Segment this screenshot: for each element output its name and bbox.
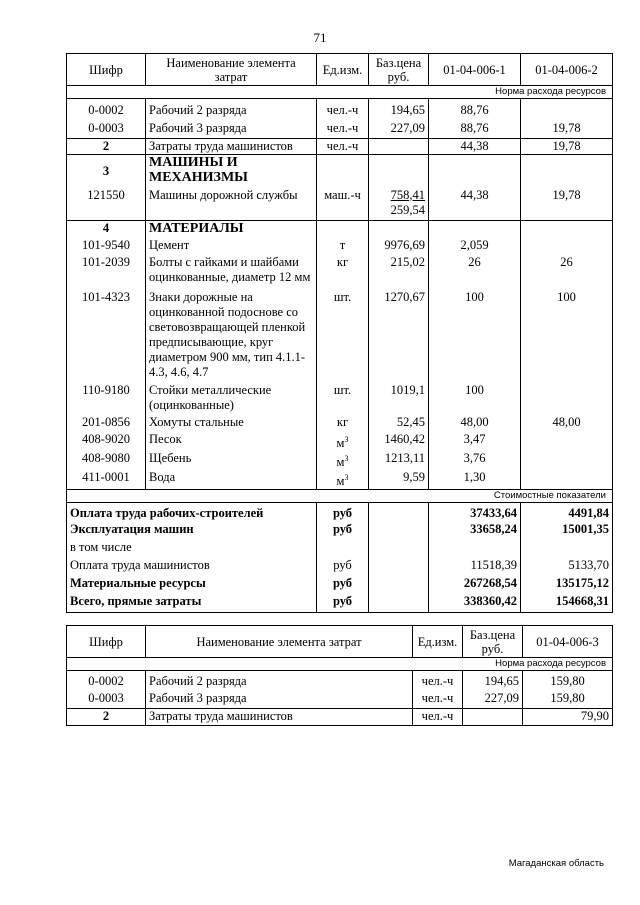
unit: м (336, 435, 345, 450)
unit: м (336, 473, 345, 488)
table-row: 0-0003 Рабочий 3 разряда чел.-ч 227,09 88,76 19,78 (67, 121, 613, 139)
resource-table-1 (66, 53, 613, 613)
total-row: Оплата труда рабочих-строителей руб 37433,64 4491,84 (67, 502, 613, 522)
resource-table-2 (66, 625, 613, 726)
header-name: Наименование элемента затрат (146, 626, 413, 658)
table-row: 121550 Машины дорожной службы маш.-ч 758,41 259,54 44,38 19,78 (67, 188, 613, 221)
header-name: Наименование элемента затрат (146, 54, 317, 86)
total-row: в том числе (67, 540, 613, 558)
table-row: 0-0002 Рабочий 2 разряда чел.-ч 194,65 88,76 (67, 99, 613, 121)
header-col2: 01-04-006-2 (521, 54, 613, 86)
section-heading: 3 МАШИНЫ И МЕХАНИЗМЫ (67, 155, 613, 188)
price-operation: 758,41 (390, 187, 425, 202)
unit-sup: 3 (344, 453, 349, 463)
footer-region: Магаданская область (508, 858, 604, 869)
unit-sup: 3 (344, 472, 349, 482)
price-wages: 259,54 (390, 202, 425, 217)
band-norm: Норма расхода ресурсов (67, 658, 613, 671)
header-col1: 01-04-006-3 (523, 626, 613, 658)
header-code: Шифр (67, 54, 146, 86)
table-row: 110-9180 Стойки металлические (оцинкованные) шт. 1019,1 100 (67, 383, 613, 415)
header-code: Шифр (67, 626, 146, 658)
table-row: 0-0003 Рабочий 3 разряда чел.-ч 227,09 159,80 (67, 691, 613, 709)
band-norm: Норма расхода ресурсов (67, 86, 613, 99)
header-price: Баз.цена руб. (369, 54, 429, 86)
table-row: 411-0001 Вода $м^3$ 9,59 1,30 (67, 470, 613, 490)
table-row: 201-0856 Хомуты стальные кг 52,45 48,00 48,00 (67, 415, 613, 432)
page-number: 71 (313, 30, 327, 45)
total-row: Всего, прямые затраты руб 338360,42 154668,31 (67, 594, 613, 612)
table-row: 0-0002 Рабочий 2 разряда чел.-ч 194,65 159,80 (67, 671, 613, 691)
table-row: 101-9540 Цемент т 9976,69 2,059 (67, 238, 613, 255)
header-unit: Ед.изм. (413, 626, 463, 658)
table-row: 2 Затраты труда машинистов чел.-ч 44,38 19,78 (67, 139, 613, 155)
total-row: Эксплуатация машин руб 33658,24 15001,35 (67, 522, 613, 540)
table-row: 101-2039 Болты с гайками и шайбами оцинкованные, диаметр 12 мм кг 215,02 26 26 (67, 255, 613, 290)
band-cost: Стоимостные показатели (67, 489, 613, 502)
header-col1: 01-04-006-1 (429, 54, 521, 86)
unit-sup: 3 (344, 434, 349, 444)
table-row: 408-9080 Щебень $м^3$ 1213,11 3,76 (67, 451, 613, 470)
section-heading: 4 МАТЕРИАЛЫ (67, 221, 613, 238)
unit: м (336, 454, 345, 469)
table-row: 2 Затраты труда машинистов чел.-ч 79,90 (67, 709, 613, 726)
total-row: Материальные ресурсы руб 267268,54 135175,12 (67, 576, 613, 594)
header-unit: Ед.изм. (317, 54, 369, 86)
table-row: 408-9020 Песок $м^3$ 1460,42 3,47 (67, 432, 613, 451)
table-header (67, 626, 613, 658)
table-header (67, 54, 613, 86)
header-price: Баз.цена руб. (463, 626, 523, 658)
table-row: 101-4323 Знаки дорожные на оцинкованной подоснове со световозвращающей пленкой предписывающие, круг диаметром 900 мм, тип 4.1.1-4.3, 4.6, 4.7 шт. 1270,67 100 100 (67, 290, 613, 383)
total-row: Оплата труда машинистов руб 11518,39 5133,70 (67, 558, 613, 576)
